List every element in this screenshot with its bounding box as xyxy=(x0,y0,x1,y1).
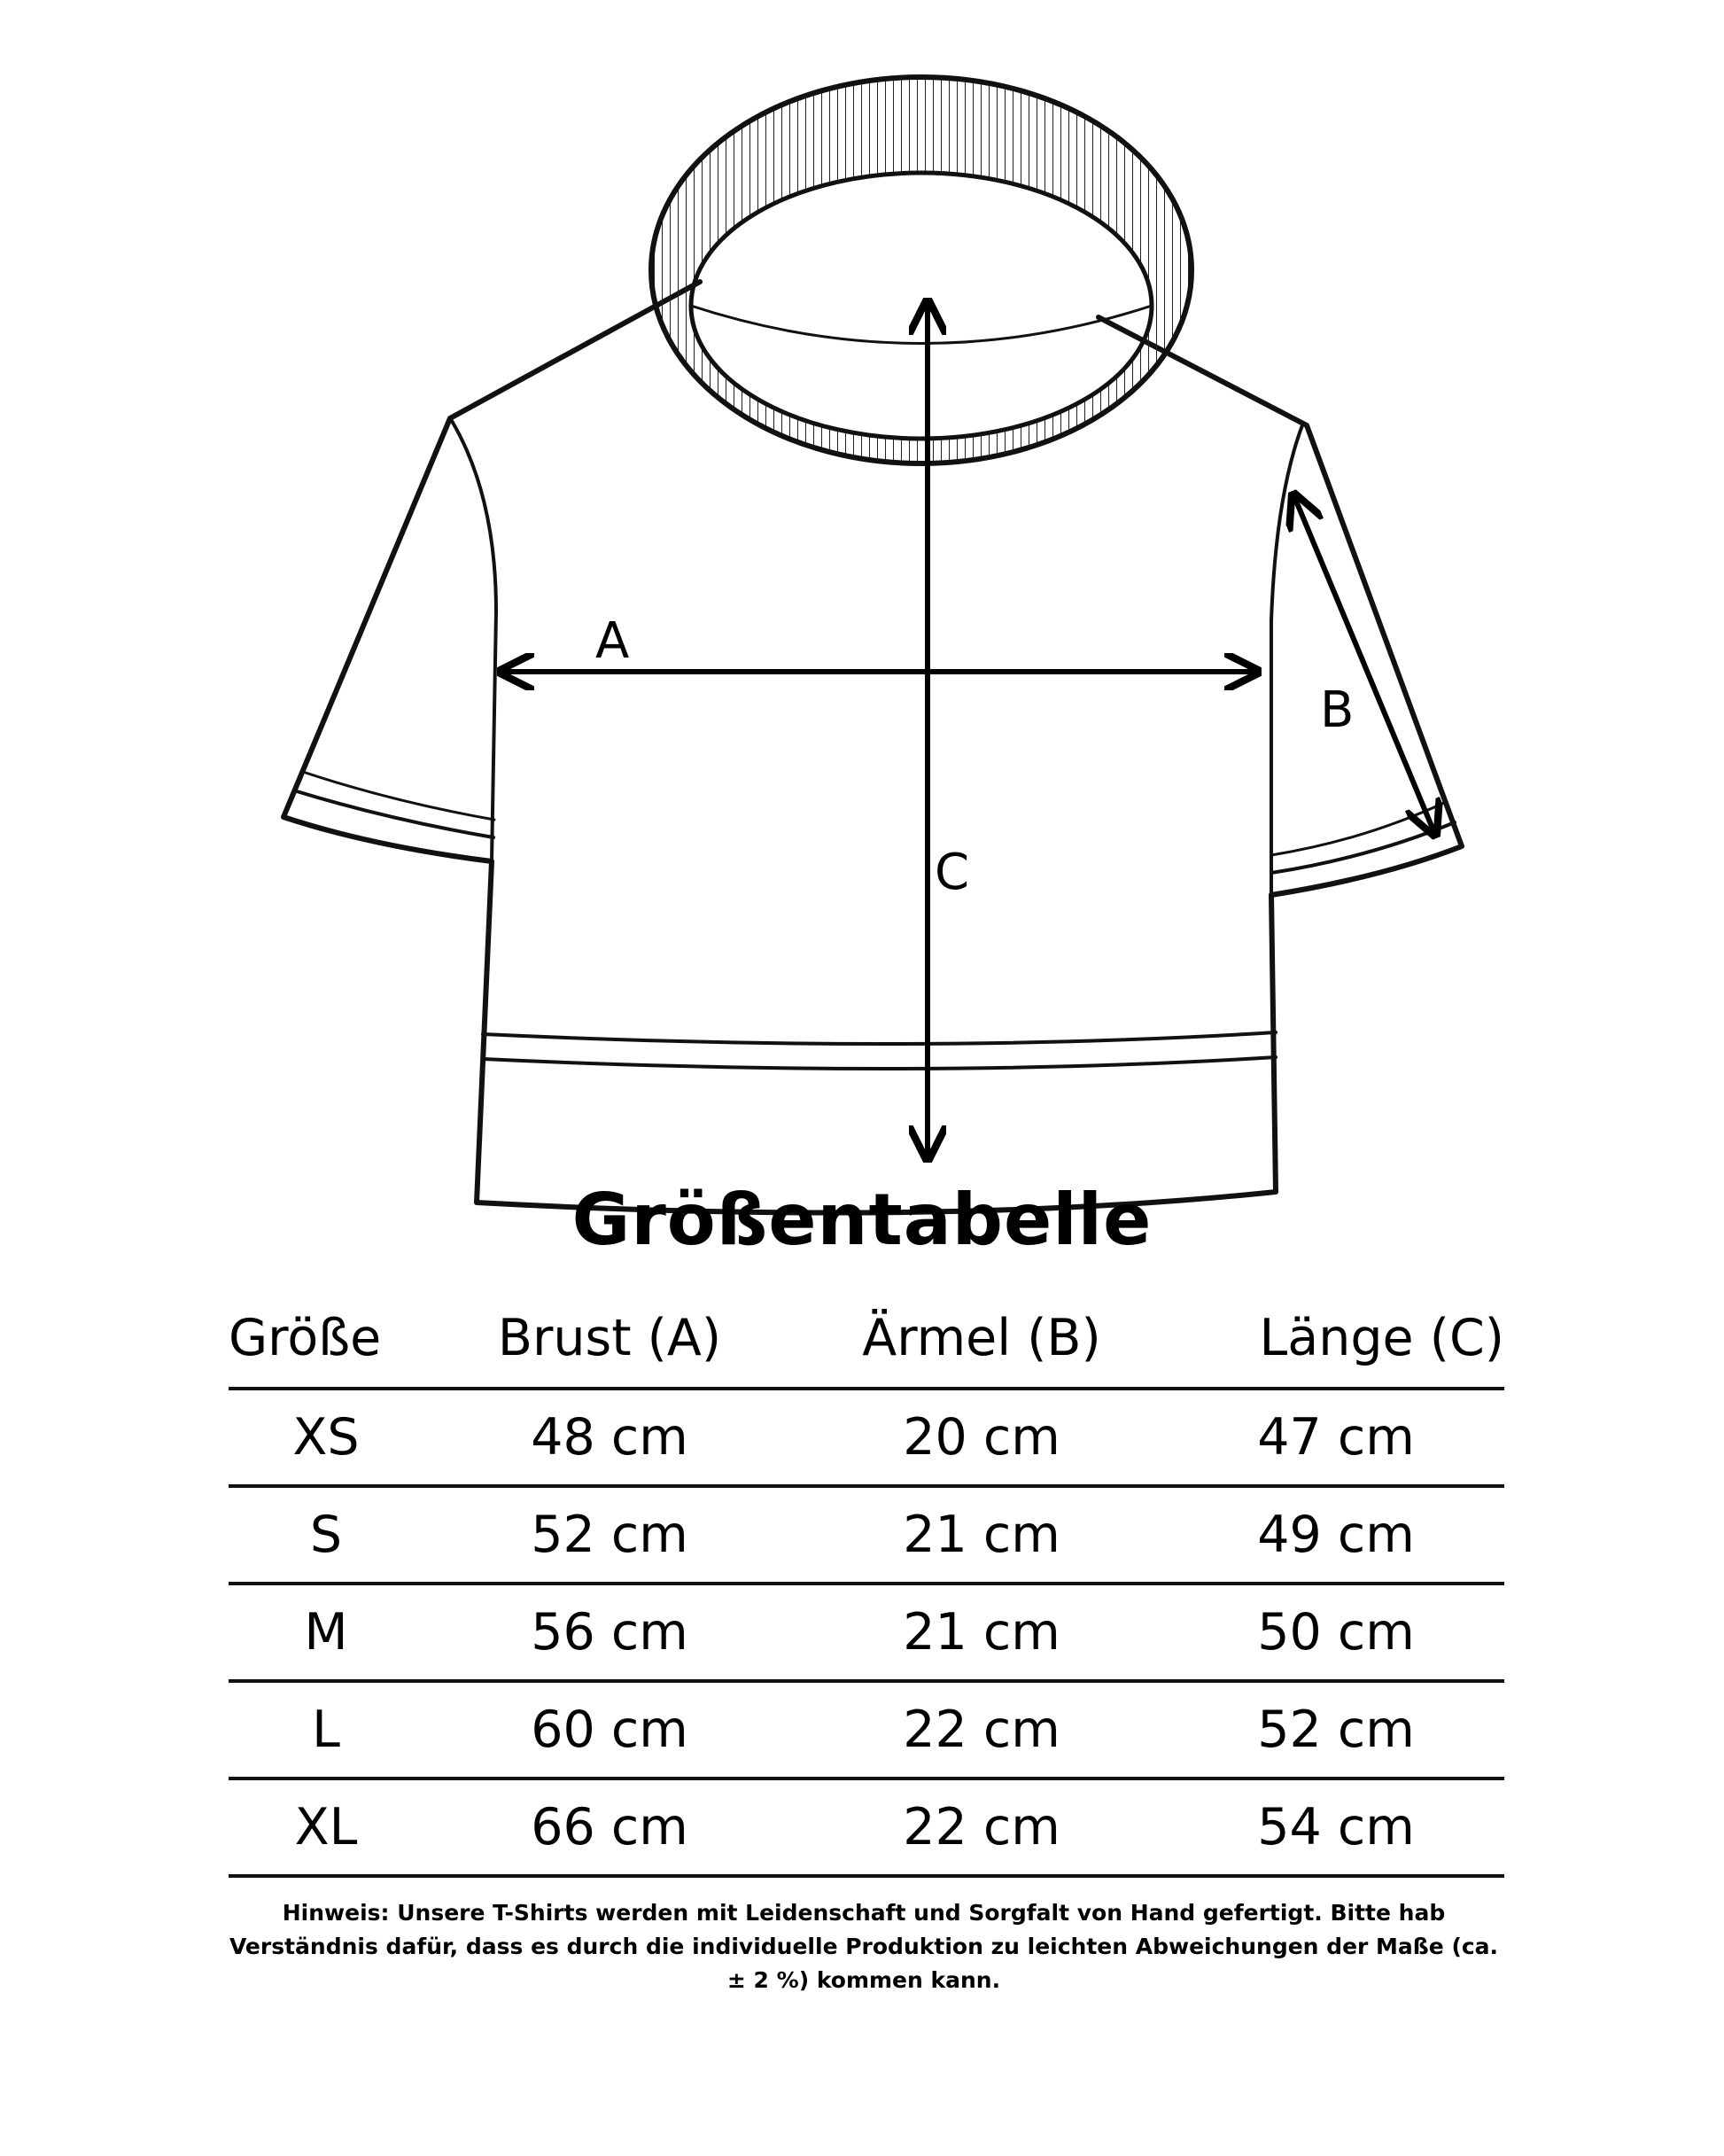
table-row xyxy=(229,1779,1504,1876)
cell-sleeve: 22 cm xyxy=(796,1681,1168,1779)
cell-size: L xyxy=(229,1681,423,1779)
cell-chest: 52 cm xyxy=(423,1486,796,1584)
cell-sleeve: 22 cm xyxy=(796,1779,1168,1876)
label-b: B xyxy=(1320,681,1355,739)
measure-arrows xyxy=(501,301,1435,1159)
header-size: Größe xyxy=(229,1289,423,1389)
table-row xyxy=(229,1584,1504,1681)
cell-chest: 48 cm xyxy=(423,1389,796,1486)
cell-length: 49 cm xyxy=(1168,1486,1504,1584)
cell-sleeve: 21 cm xyxy=(796,1486,1168,1584)
cell-size: XL xyxy=(229,1779,423,1876)
size-chart-title: Größentabelle xyxy=(571,1179,1153,1261)
table-row xyxy=(229,1486,1504,1584)
cell-chest: 60 cm xyxy=(423,1681,796,1779)
cell-size: S xyxy=(229,1486,423,1584)
ribbed-collar xyxy=(651,77,1192,463)
cell-chest: 56 cm xyxy=(423,1584,796,1681)
cell-length: 54 cm xyxy=(1168,1779,1504,1876)
cell-sleeve: 21 cm xyxy=(796,1584,1168,1681)
header-chest: Brust (A) xyxy=(423,1289,796,1389)
header-sleeve: Ärmel (B) xyxy=(796,1289,1168,1389)
size-table xyxy=(229,1289,1504,1878)
label-c: C xyxy=(935,844,970,901)
table-row xyxy=(229,1681,1504,1779)
label-a: A xyxy=(595,612,630,670)
cell-size: M xyxy=(229,1584,423,1681)
cell-length: 52 cm xyxy=(1168,1681,1504,1779)
cell-length: 47 cm xyxy=(1168,1389,1504,1486)
cell-length: 50 cm xyxy=(1168,1584,1504,1681)
cell-size: XS xyxy=(229,1389,423,1486)
table-header-row xyxy=(229,1289,1504,1389)
shirt-outline xyxy=(283,282,1462,1213)
table-row xyxy=(229,1389,1504,1486)
header-length: Länge (C) xyxy=(1168,1289,1504,1389)
sleeve-arrow-b xyxy=(1293,494,1435,835)
cell-sleeve: 20 cm xyxy=(796,1389,1168,1486)
handmade-note: Hinweis: Unsere T-Shirts werden mit Leidenschaft und Sorgfalt von Hand gefertigt. Bitte hab Verständnis dafür, dass es durch die individuelle Produktion zu leichten Abweichungen der Maße (ca. ± 2 %) kommen kann. xyxy=(229,1900,1499,1993)
cell-chest: 66 cm xyxy=(423,1779,796,1876)
